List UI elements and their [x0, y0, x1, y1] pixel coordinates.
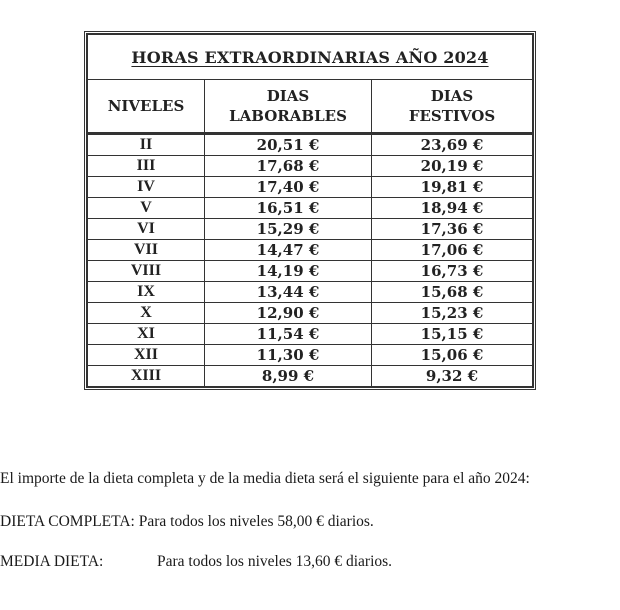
level-cell: VII: [88, 240, 205, 261]
festivos-cell: 15,23 €: [372, 303, 533, 324]
festivos-cell: 23,69 €: [372, 134, 533, 156]
header-laborables-line1: DIAS: [266, 87, 310, 105]
media-dieta-line: [0, 553, 392, 571]
level-cell: XI: [88, 324, 205, 345]
level-cell: X: [88, 303, 205, 324]
header-festivos-line2: FESTIVOS: [408, 107, 496, 125]
media-dieta-label: MEDIA DIETA:: [0, 553, 104, 570]
table-row: [88, 219, 533, 240]
header-niveles: NIVELES: [88, 80, 205, 134]
table-row: [88, 261, 533, 282]
laborables-cell: 11,30 €: [205, 345, 372, 366]
festivos-cell: 17,06 €: [372, 240, 533, 261]
dieta-completa-label: DIETA COMPLETA:: [0, 513, 135, 530]
media-dieta-value: Para todos los niveles 13,60 € diarios.: [157, 553, 393, 570]
festivos-cell: 17,36 €: [372, 219, 533, 240]
table-row: [88, 303, 533, 324]
header-festivos: [372, 80, 533, 134]
table-body: [88, 134, 533, 387]
laborables-cell: 13,44 €: [205, 282, 372, 303]
table-row: [88, 345, 533, 366]
laborables-cell: 14,19 €: [205, 261, 372, 282]
table-title: HORAS EXTRAORDINARIAS AÑO 2024: [131, 47, 489, 67]
laborables-cell: 17,40 €: [205, 177, 372, 198]
festivos-cell: 15,68 €: [372, 282, 533, 303]
table-row: [88, 177, 533, 198]
laborables-cell: 14,47 €: [205, 240, 372, 261]
table-row: [88, 240, 533, 261]
level-cell: IV: [88, 177, 205, 198]
level-cell: III: [88, 156, 205, 177]
table-title-cell: [88, 35, 533, 80]
festivos-cell: 15,06 €: [372, 345, 533, 366]
level-cell: V: [88, 198, 205, 219]
intro-paragraph: El importe de la dieta completa y de la media dieta será el siguiente para el año 2024:: [0, 470, 530, 487]
level-cell: IX: [88, 282, 205, 303]
level-cell: XII: [88, 345, 205, 366]
laborables-cell: 16,51 €: [205, 198, 372, 219]
table-row: [88, 134, 533, 156]
level-cell: VIII: [88, 261, 205, 282]
header-festivos-line1: DIAS: [430, 87, 474, 105]
laborables-cell: 20,51 €: [205, 134, 372, 156]
laborables-cell: 15,29 €: [205, 219, 372, 240]
header-laborables-line2: LABORABLES: [229, 107, 347, 125]
overtime-table-frame: [84, 31, 536, 390]
laborables-cell: 11,54 €: [205, 324, 372, 345]
dieta-completa-line: [0, 513, 374, 531]
laborables-cell: 8,99 €: [205, 366, 372, 387]
table-row: [88, 366, 533, 387]
level-cell: II: [88, 134, 205, 156]
festivos-cell: 20,19 €: [372, 156, 533, 177]
overtime-table: [87, 34, 533, 387]
dieta-completa-value: Para todos los niveles 58,00 € diarios.: [138, 513, 374, 530]
festivos-cell: 16,73 €: [372, 261, 533, 282]
table-row: [88, 324, 533, 345]
level-cell: XIII: [88, 366, 205, 387]
table-row: [88, 282, 533, 303]
level-cell: VI: [88, 219, 205, 240]
laborables-cell: 12,90 €: [205, 303, 372, 324]
table-row: [88, 156, 533, 177]
festivos-cell: 18,94 €: [372, 198, 533, 219]
festivos-cell: 19,81 €: [372, 177, 533, 198]
laborables-cell: 17,68 €: [205, 156, 372, 177]
table-row: [88, 198, 533, 219]
festivos-cell: 15,15 €: [372, 324, 533, 345]
festivos-cell: 9,32 €: [372, 366, 533, 387]
header-laborables: [205, 80, 372, 134]
